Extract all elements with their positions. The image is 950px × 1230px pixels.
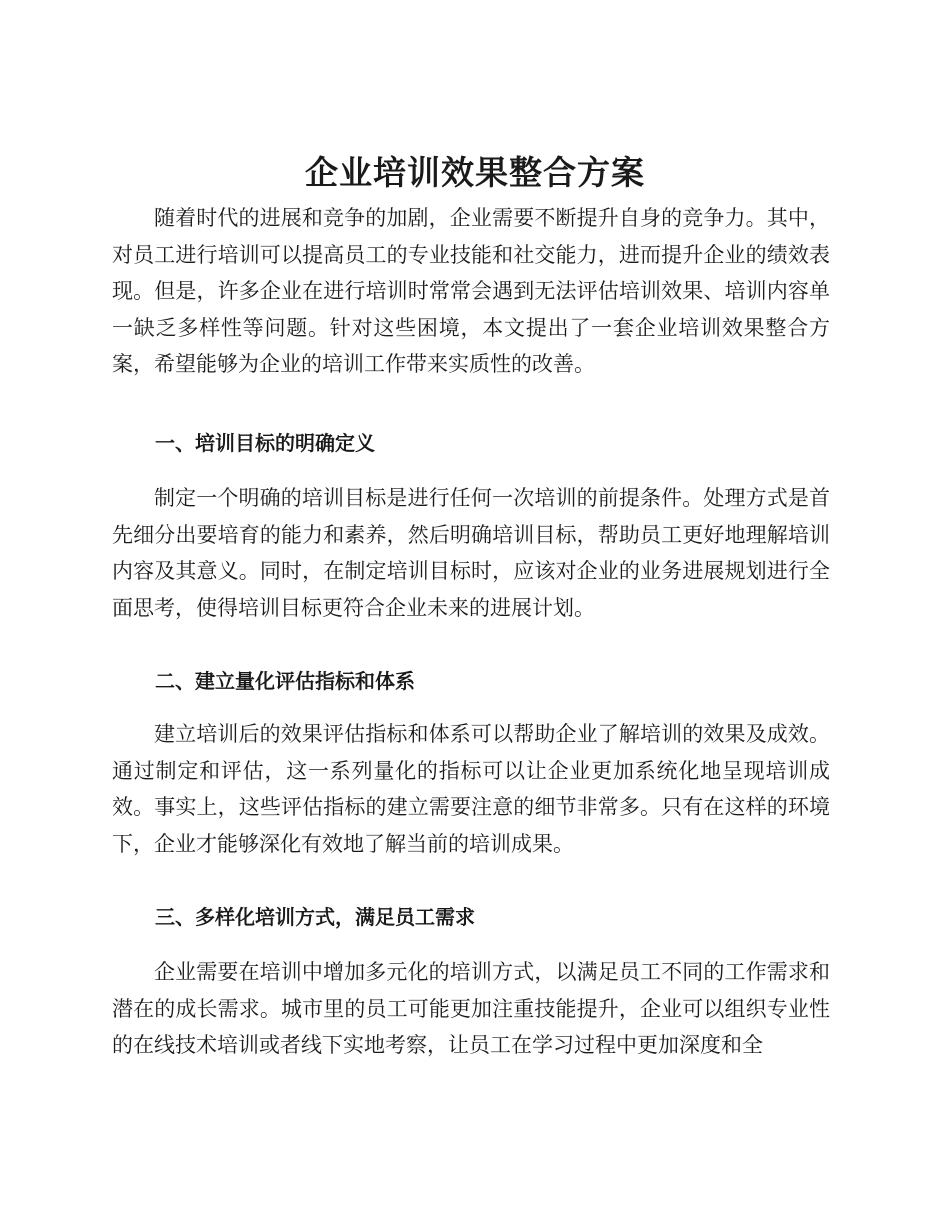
section-paragraph-3: 企业需要在培训中增加多元化的培训方式，以满足员工不同的工作需求和潜在的成长需求。城市里的员工可能更加注重技能提升，企业可以组织专业性的在线技术培训或者线下实地考察，让员工在学习过程中更加深度和全 (112, 960, 830, 1057)
section-heading-2: 二、建立量化评估指标和体系 (155, 669, 415, 693)
intro-paragraph: 随着时代的进展和竞争的加剧，企业需要不断提升自身的竞争力。其中，对员工进行培训可以提高员工的专业技能和社交能力，进而提升企业的绩效表现。但是，许多企业在进行培训时常常会遇到无法评估培训效果、培训内容单一缺乏多样性等问题。针对这些困境，本文提出了一套企业培训效果整合方案，希望能够为企业的培训工作带来实质性的改善。 (112, 206, 830, 376)
document-title: 企业培训效果整合方案 (305, 153, 645, 192)
section-paragraph-1: 制定一个明确的培训目标是进行任何一次培训的前提条件。处理方式是首先细分出要培育的能力和素养，然后明确培训目标，帮助员工更好地理解培训内容及其意义。同时，在制定培训目标时，应该对企业的业务进展规划进行全面思考，使得培训目标更符合企业未来的进展计划。 (112, 486, 830, 620)
section-heading-3: 三、多样化培训方式，满足员工需求 (155, 905, 475, 929)
section-heading-1: 一、培训目标的明确定义 (155, 431, 375, 455)
section-paragraph-2: 建立培训后的效果评估指标和体系可以帮助企业了解培训的效果及成效。通过制定和评估，这一系列量化的指标可以让企业更加系统化地呈现培训成效。事实上，这些评估指标的建立需要注意的细节非常多。只有在这样的环境下，企业才能够深化有效地了解当前的培训成果。 (112, 722, 830, 856)
